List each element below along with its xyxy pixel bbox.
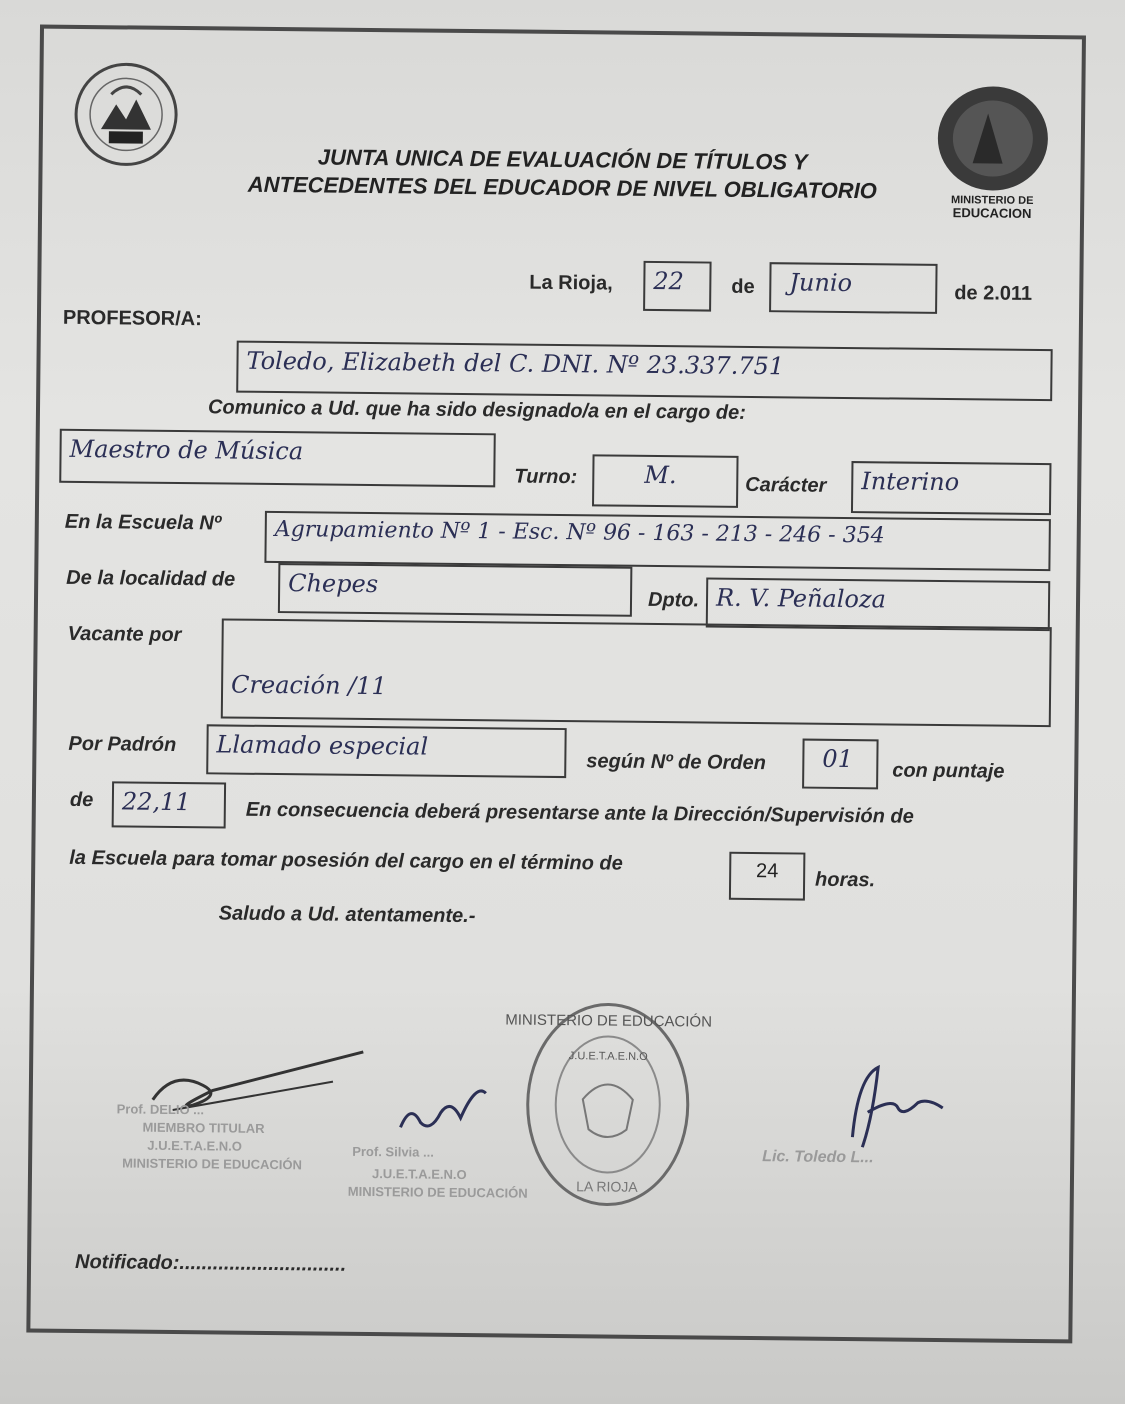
padron-value: Llamado especial [216,730,429,761]
stamp-text-top: MINISTERIO DE EDUCACIÓN [505,1011,713,1031]
turno-value: M. [644,460,677,490]
month-value: Junio [789,268,853,298]
puntaje-de-label: de [69,788,94,812]
designacion-intro: Comunico a Ud. que ha sido designado/a en el cargo de: [207,396,746,424]
title-line-2: ANTECEDENTES DEL EDUCADOR DE NIVEL OBLIGATORIO [247,171,878,204]
ministerio-logo [932,83,1053,224]
orden-value: 01 [822,744,854,774]
signature-right-line1: Lic. Toledo L... [762,1148,874,1167]
stamp-text-inner: J.U.E.T.A.E.N.O [568,1050,648,1063]
caracter-box [851,461,1052,515]
puntaje-label: con puntaje [892,759,1005,783]
signature-left-line4: MINISTERIO DE EDUCACIÓN [122,1155,303,1173]
localidad-label: De la localidad de [66,566,236,591]
day-value: 22 [653,266,685,296]
cargo-box [59,429,496,488]
signature-middle-line3: MINISTERIO DE EDUCACIÓN [347,1183,528,1201]
escuela-value: Agrupamiento Nº 1 - Esc. Nº 96 - 163 - 213 - 246 - 354 [274,517,885,549]
cargo-value: Maestro de Música [69,434,304,466]
vacante-box [221,618,1052,727]
escuela-box [264,511,1051,571]
form-sheet [26,25,1086,1344]
month-box [769,262,938,314]
padron-box [206,724,567,778]
ministerio-logo-line2: EDUCACION [952,205,1032,221]
signature-right [822,1057,963,1158]
orden-box [802,739,879,790]
document-title [202,142,923,206]
signature-middle-line2: J.U.E.T.A.E.N.O [371,1166,467,1183]
title-line-1: JUNTA UNICA DE EVALUACIÓN DE TÍTULOS Y [317,144,808,175]
profesor-label: PROFESOR/A: [62,306,202,331]
vacante-value: Creación /11 [230,670,387,701]
notificado-text: Notificado:.............................. [74,1250,347,1276]
termino-text: la Escuela para tomar posesión del cargo en el término de [69,846,623,875]
junta-seal-logo [71,59,182,170]
padron-label: Por Padrón [68,732,177,756]
ministerio-stamp [505,999,713,1211]
signature-left-line1: Prof. DELIO ... [116,1101,205,1118]
day-box [643,261,712,312]
turno-box [592,454,739,508]
ministerio-logo-line1: MINISTERIO DE [950,194,1034,207]
puntaje-value: 22,11 [121,787,191,817]
horas-label: horas. [815,868,876,892]
escuela-label: En la Escuela Nº [64,510,222,535]
de-label: de [731,275,755,299]
horas-box [729,852,805,901]
signature-left-line2: MIEMBRO TITULAR [142,1119,265,1136]
signature-left-line3: J.U.E.T.A.E.N.O [147,1137,243,1154]
caracter-label: Carácter [745,473,827,497]
year-label: de 2.011 [954,282,1033,305]
puntaje-box [112,781,226,828]
signature-middle-line1: Prof. Silvia ... [352,1143,434,1160]
consecuencia-text: En consecuencia deberá presentarse ante la Dirección/Supervisión de [245,798,914,828]
horas-value: 24 [755,860,779,883]
profesor-value: Toledo, Elizabeth del C. DNI. Nº 23.337.751 [246,346,785,381]
caracter-value: Interino [861,467,960,497]
orden-label: según Nº de Orden [586,750,767,775]
dpto-value: R. V. Peñaloza [715,583,887,614]
stamp-text-bottom: LA RIOJA [576,1178,638,1195]
signature-middle [390,1072,501,1143]
vacante-label: Vacante por [67,622,182,647]
profesor-box [236,341,1052,402]
place-label: La Rioja, [529,271,613,295]
turno-label: Turno: [514,465,578,489]
localidad-box [278,563,633,617]
localidad-value: Chepes [288,569,379,599]
dpto-label: Dpto. [647,588,700,612]
saludo-text: Saludo a Ud. atentamente.- [218,902,476,928]
